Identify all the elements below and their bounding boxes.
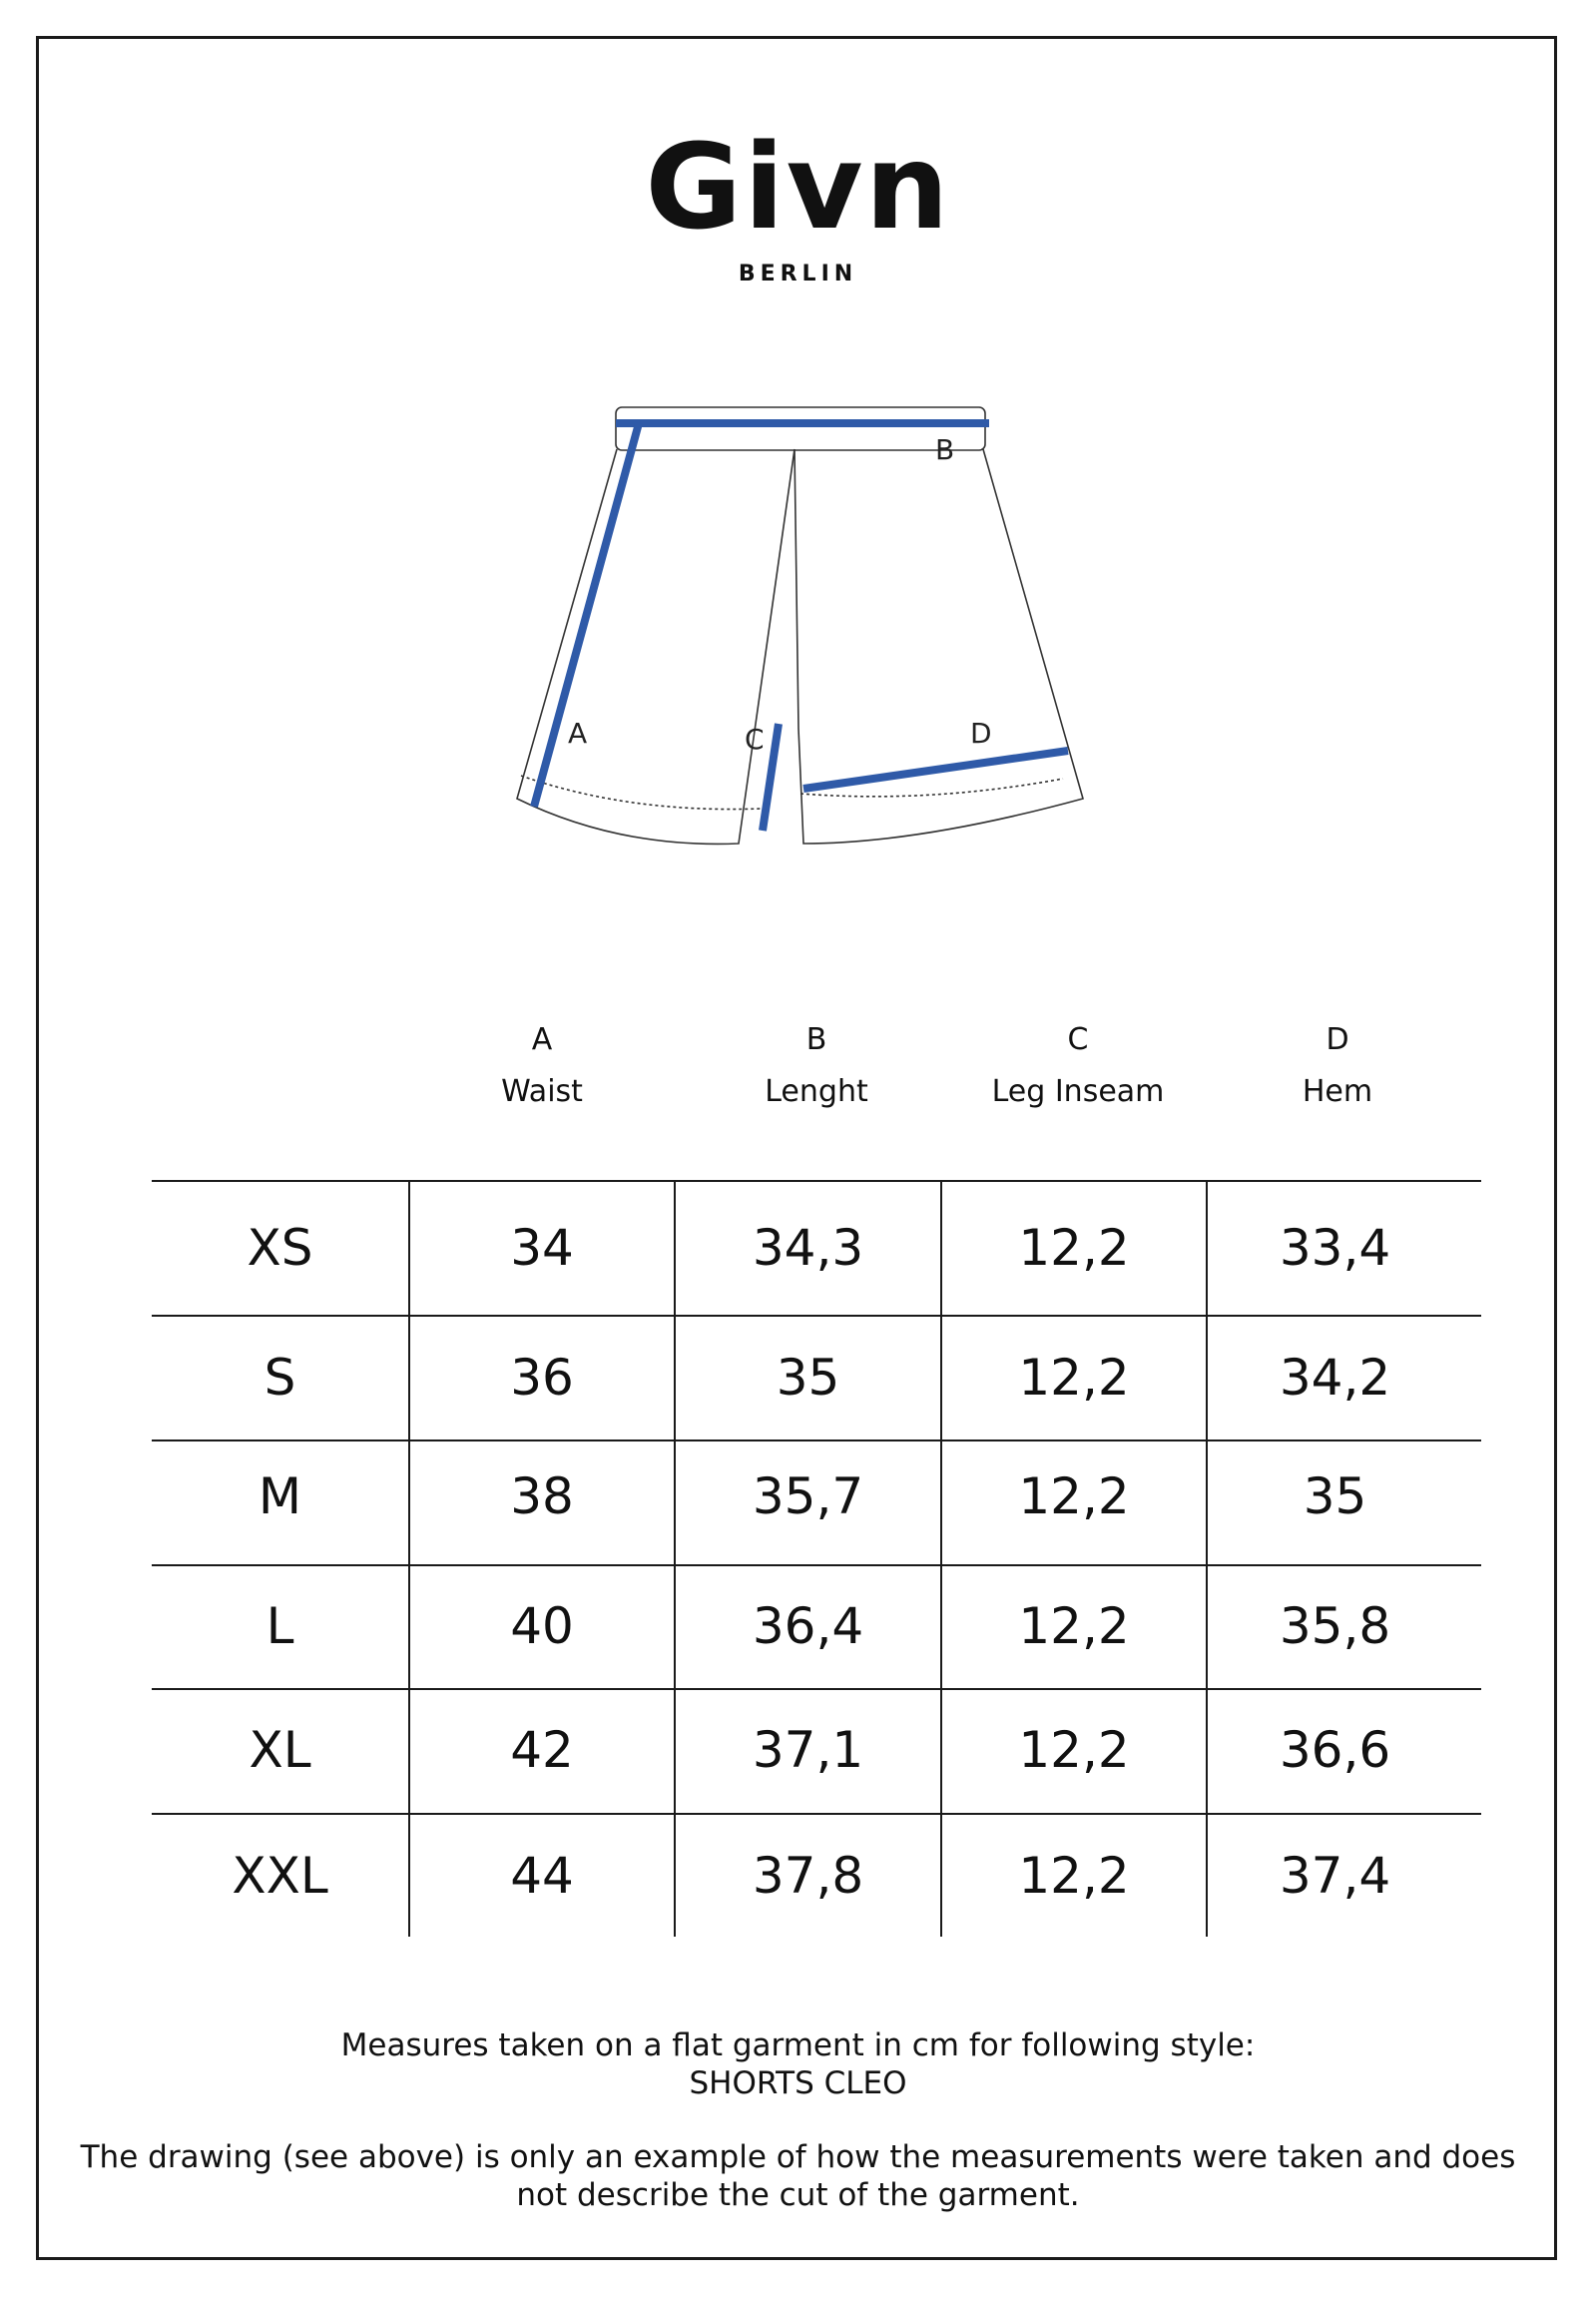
- table-rule: [152, 1439, 1481, 1441]
- length-cell: 35: [776, 1349, 840, 1407]
- column-letter: B: [805, 1022, 827, 1057]
- label-d: D: [970, 717, 992, 750]
- label-c: C: [745, 723, 765, 756]
- length-cell: 37,8: [752, 1847, 864, 1905]
- waist-cell: 42: [510, 1721, 574, 1779]
- hem-cell: 35,8: [1279, 1597, 1391, 1655]
- waist-cell: 36: [510, 1349, 574, 1407]
- leg-inseam-cell: 12,2: [1018, 1219, 1130, 1277]
- hem-cell: 37,4: [1279, 1847, 1391, 1905]
- column-name: Lenght: [765, 1074, 868, 1109]
- length-cell: 35,7: [752, 1467, 864, 1525]
- size-cell: XS: [247, 1219, 313, 1277]
- hem-cell: 35: [1303, 1467, 1367, 1525]
- brand-logo: Givn: [645, 118, 951, 256]
- column-name: Waist: [501, 1074, 583, 1109]
- measure-line-c: [763, 724, 779, 831]
- leg-inseam-cell: 12,2: [1018, 1597, 1130, 1655]
- waist-cell: 38: [510, 1467, 574, 1525]
- left-leg-outline: [517, 449, 795, 844]
- length-cell: 34,3: [752, 1219, 864, 1277]
- brand-subtitle: BERLIN: [738, 262, 858, 287]
- column-name: Hem: [1302, 1074, 1373, 1109]
- column-name: Leg Inseam: [991, 1074, 1165, 1109]
- shorts-measurement-diagram: [499, 399, 1098, 859]
- left-hem-stitch: [521, 776, 762, 810]
- size-cell: M: [258, 1467, 302, 1525]
- table-divider: [408, 1180, 410, 1937]
- table-rule: [152, 1688, 1481, 1690]
- waist-cell: 34: [510, 1219, 574, 1277]
- table-divider: [1206, 1180, 1208, 1937]
- size-cell: XL: [249, 1721, 311, 1779]
- hem-cell: 36,6: [1279, 1721, 1391, 1779]
- measure-line-d: [803, 751, 1068, 789]
- column-letter: C: [1067, 1022, 1089, 1057]
- column-header-leg-inseam: [958, 1022, 1198, 1109]
- hem-cell: 34,2: [1279, 1349, 1391, 1407]
- size-cell: S: [264, 1349, 296, 1407]
- note-measures: Measures taken on a flat garment in cm for following style:: [340, 2027, 1256, 2063]
- table-divider: [674, 1180, 676, 1937]
- length-cell: 36,4: [752, 1597, 864, 1655]
- note-style-name: SHORTS CLEO: [689, 2065, 907, 2101]
- table-rule: [152, 1813, 1481, 1815]
- table-rule: [152, 1180, 1481, 1182]
- leg-inseam-cell: 12,2: [1018, 1349, 1130, 1407]
- leg-inseam-cell: 12,2: [1018, 1721, 1130, 1779]
- column-header-waist: [422, 1022, 662, 1109]
- label-b: B: [935, 433, 955, 466]
- note-disclaimer-line2: not describe the cut of the garment.: [516, 2177, 1080, 2213]
- leg-inseam-cell: 12,2: [1018, 1847, 1130, 1905]
- column-letter: A: [531, 1022, 553, 1057]
- column-header-length: [697, 1022, 936, 1109]
- size-cell: XXL: [232, 1847, 328, 1905]
- column-header-hem: [1218, 1022, 1457, 1109]
- length-cell: 37,1: [752, 1721, 864, 1779]
- table-rule: [152, 1315, 1481, 1317]
- waist-cell: 44: [510, 1847, 574, 1905]
- column-letter: D: [1326, 1022, 1349, 1057]
- note-disclaimer-line1: The drawing (see above) is only an example of how the measurements were taken and does: [80, 2139, 1516, 2175]
- size-cell: L: [266, 1597, 294, 1655]
- label-a: A: [568, 717, 588, 750]
- size-table: [152, 1180, 1481, 1937]
- waist-cell: 40: [510, 1597, 574, 1655]
- table-divider: [940, 1180, 942, 1937]
- waistband-outline: [616, 407, 985, 450]
- hem-cell: 33,4: [1279, 1219, 1391, 1277]
- table-rule: [152, 1564, 1481, 1566]
- leg-inseam-cell: 12,2: [1018, 1467, 1130, 1525]
